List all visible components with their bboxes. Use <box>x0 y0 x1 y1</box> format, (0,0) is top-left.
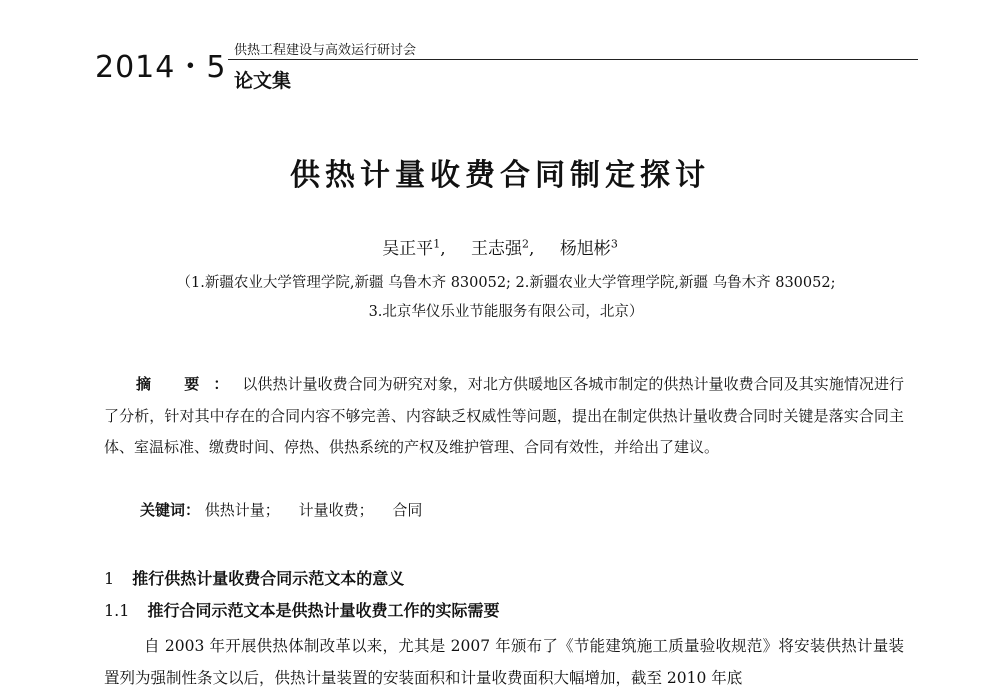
body-paragraph: 自 2003 年开展供热体制改革以来，尤其是 2007 年颁布了《节能建筑施工质量验收规范》将安装供热计量装置列为强制性条文以后，供热计量装置的安装面积和计量收费面积大幅增加，截至 2010 年底 <box>104 637 904 687</box>
section-number: 1 <box>104 569 115 588</box>
header-conference-name: 供热工程建设与高效运行研讨会 <box>234 43 417 58</box>
paper-title: 供热计量收费合同制定探讨 <box>290 158 710 193</box>
author: 吴正平$^1$, <box>382 237 446 259</box>
section-number: 1.1 <box>104 601 130 620</box>
section-1-1-heading <box>104 598 499 621</box>
abstract-label: 摘 要： <box>136 375 243 393</box>
header-divider <box>228 59 918 60</box>
keyword: 供热计量； <box>204 501 280 519</box>
abstract <box>104 369 904 464</box>
keyword: 计量收费； <box>298 501 374 519</box>
header-collection-label: 论文集 <box>234 70 292 92</box>
header-year-issue: 2014・5 <box>95 50 227 85</box>
section-1-heading <box>104 566 404 589</box>
author: 杨旭彬$^3$ <box>559 237 618 259</box>
section-title: 推行合同示范文本是供热计量收费工作的实际需要 <box>147 601 500 620</box>
affiliations-line-2: 3.北京华仪乐业节能服务有限公司，北京） <box>368 304 644 320</box>
keywords-label: 关键词： <box>140 501 201 519</box>
keyword: 合同 <box>392 501 423 519</box>
author-list <box>0 234 1000 259</box>
author: 王志强$^2$, <box>471 237 535 259</box>
affiliations-line-1: （1.新疆农业大学管理学院,新疆 乌鲁木齐 830052; 2.新疆农业大学管理学院,新疆 乌鲁木齐 830052; <box>176 275 836 291</box>
abstract-text: 以供热计量收费合同为研究对象，对北方供暖地区各城市制定的供热计量收费合同及其实施情况进行了分析，针对其中存在的合同内容不够完善、内容缺乏权威性等问题，提出在制定供热计量收费合同时关键是落实合同主体、室温标准、缴费时间、停热、供热系统的产权及维护管理、合同有效性，并给出了建议。 <box>104 375 904 456</box>
section-title: 推行供热计量收费合同示范文本的意义 <box>132 569 405 588</box>
keywords <box>140 499 436 520</box>
